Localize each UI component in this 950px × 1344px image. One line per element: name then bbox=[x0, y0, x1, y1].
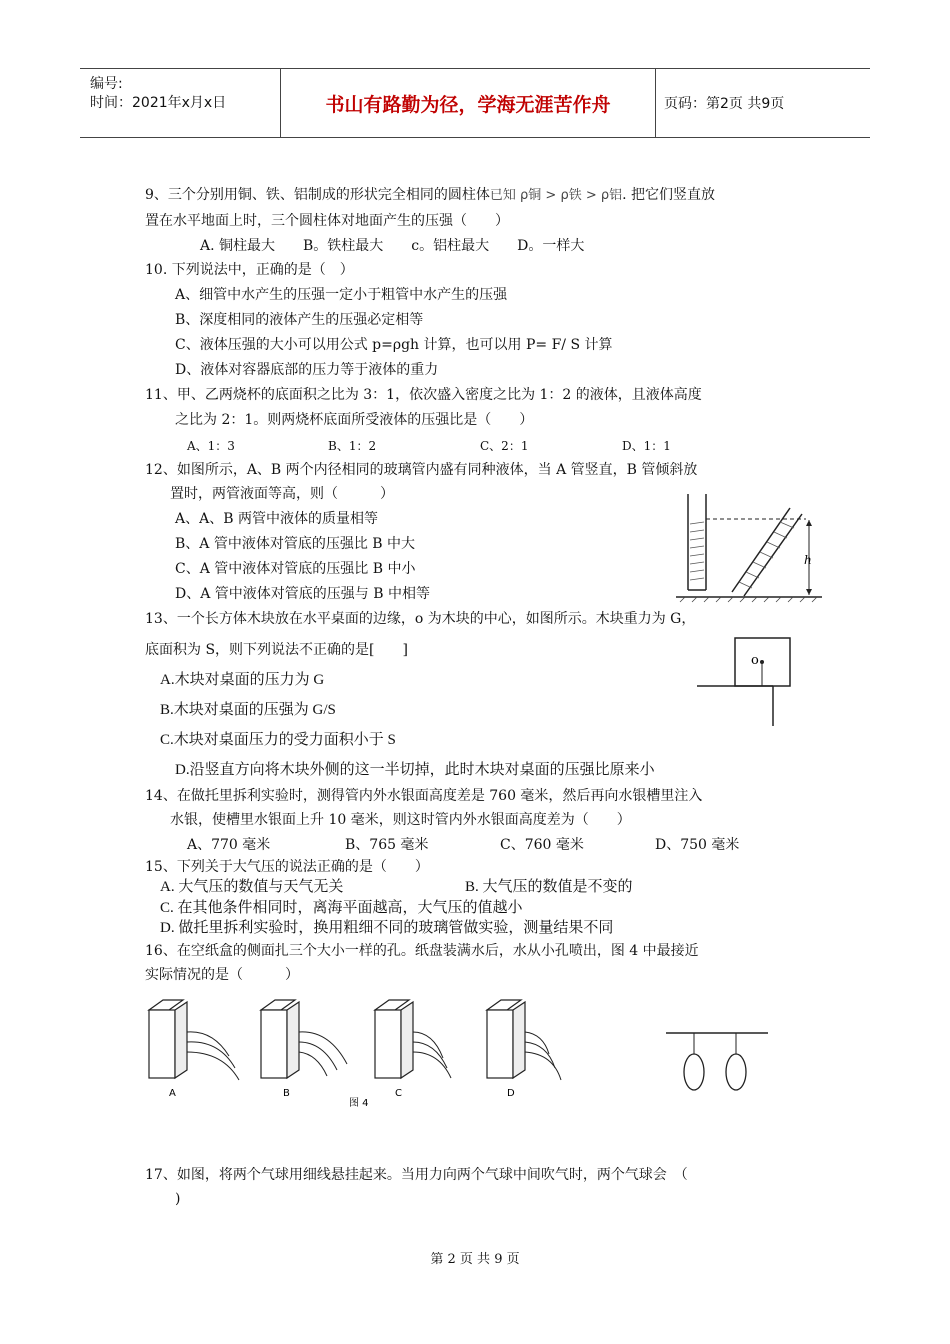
q12-tubes-figure bbox=[676, 492, 822, 604]
q12-option-b: B、A 管中液体对管底的压强比 B 中大 bbox=[175, 536, 416, 552]
balloons-figure bbox=[664, 1030, 770, 1096]
motto: 书山有路勤为径，学海无涯苦作舟 bbox=[281, 69, 656, 137]
q14-option-d: D、750 毫米 bbox=[655, 837, 740, 853]
page-header bbox=[80, 68, 870, 138]
q9-line2: 置在水平地面上时，三个圆柱体对地面产生的压强（ ） bbox=[145, 213, 509, 229]
q11-option-c: C、2：1 bbox=[480, 439, 529, 453]
carton-d bbox=[487, 1000, 561, 1099]
carton-b bbox=[261, 1000, 347, 1099]
time-label: 时间：2021年x月x日 bbox=[90, 95, 227, 111]
number-label: 编号: bbox=[90, 76, 123, 92]
q14-line1: 14、在做托里拆利实验时，测得管内外水银面高度差是 760 毫米，然后再向水银槽里注入 bbox=[145, 788, 703, 804]
q12-option-d: D、A 管中液体对管底的压强与 B 中相等 bbox=[175, 586, 430, 602]
q14-option-a: A、770 毫米 bbox=[187, 837, 271, 853]
carton-d-label: D bbox=[507, 1088, 515, 1099]
q13-line1: 13、一个长方体木块放在水平桌面的边缘，o 为木块的中心，如图所示。木块重力为 G， bbox=[145, 611, 696, 627]
q13-option-c: C.木块对桌面压力的受力面积小于 S bbox=[160, 732, 396, 748]
q10-option-b: B、深度相同的液体产生的压强必定相等 bbox=[175, 312, 424, 328]
q15-option-c: C. 在其他条件相同时，离海平面越高，大气压的值越小 bbox=[160, 900, 523, 916]
carton-a-label: A bbox=[169, 1088, 176, 1099]
q15-option-b: B. 大气压的数值是不变的 bbox=[465, 879, 633, 895]
q17-line1: 17、如图，将两个气球用细线悬挂起来。当用力向两个气球中间吹气时，两个气球会 （ bbox=[145, 1167, 688, 1183]
q9-density-formula: 已知 ρ铜 > ρ铁 > ρ铝 bbox=[489, 188, 623, 203]
carton-c bbox=[375, 1000, 451, 1099]
q11-line2: 之比为 2：1。则两烧杯底面所受液体的压强比是（ ） bbox=[175, 412, 534, 428]
q10-option-a: A、细管中水产生的压强一定小于粗管中水产生的压强 bbox=[175, 287, 508, 303]
q9-line1 bbox=[145, 186, 715, 205]
q13-option-b: B.木块对桌面的压强为 G/S bbox=[160, 702, 336, 718]
balloon-left bbox=[684, 1054, 704, 1090]
q13-option-a: A.木块对桌面的压力为 G bbox=[160, 672, 325, 688]
q11-line1: 11、甲、乙两烧杯的底面积之比为 3：1，依次盛入密度之比为 1：2 的液体，且液体高度 bbox=[145, 387, 702, 403]
q14-option-b: B、765 毫米 bbox=[345, 837, 429, 853]
q11-option-a: A、1：3 bbox=[187, 439, 235, 453]
q13-center-label: o bbox=[751, 653, 759, 668]
carton-a bbox=[149, 1000, 239, 1099]
q17-line2: ) bbox=[175, 1191, 181, 1207]
q15-stem: 15、下列关于大气压的说法正确的是（ ） bbox=[145, 859, 429, 875]
q9-line1-tail: . 把它们竖直放 bbox=[622, 187, 716, 203]
carton-b-label: B bbox=[283, 1088, 290, 1099]
page-footer: 第 2 页 共 9 页 bbox=[430, 1252, 520, 1267]
header-info bbox=[80, 69, 281, 137]
carton-c-label: C bbox=[395, 1088, 402, 1099]
balloon-right bbox=[726, 1054, 746, 1090]
q11-option-b: B、1：2 bbox=[328, 439, 377, 453]
q16-cartons-figure bbox=[143, 996, 563, 1110]
q14-line2: 水银，使槽里水银面上升 10 毫米，则这时管内外水银面高度差为（ ） bbox=[170, 812, 631, 828]
q16-line2: 实际情况的是（ ） bbox=[145, 967, 299, 983]
q13-option-d: D.沿竖直方向将木块外侧的这一半切掉，此时木块对桌面的压强比原来小 bbox=[175, 762, 655, 778]
q11-option-d: D、1：1 bbox=[622, 439, 671, 453]
q15-option-d: D. 做托里拆利实验时，换用粗细不同的玻璃管做实验，测量结果不同 bbox=[160, 920, 614, 936]
q13-block-figure bbox=[695, 636, 795, 728]
q15-option-a: A. 大气压的数值与天气无关 bbox=[160, 879, 344, 895]
q9-line1-text: 9、三个分别用铜、铁、铝制成的形状完全相同的圆柱体 bbox=[145, 187, 490, 203]
q10-option-d: D、液体对容器底部的压力等于液体的重力 bbox=[175, 362, 439, 378]
q10-stem: 10. 下列说法中，正确的是（ ） bbox=[145, 262, 354, 278]
q16-line1: 16、在空纸盒的侧面扎三个大小一样的孔。纸盘装满水后，水从小孔喷出，图 4 中最接近 bbox=[145, 943, 699, 959]
q14-option-c: C、760 毫米 bbox=[500, 837, 584, 853]
q9-options: A. 铜柱最大 B。铁柱最大 c。铝柱最大 D。一样大 bbox=[200, 238, 585, 254]
q12-line2: 置时，两管液面等高，则（ ） bbox=[170, 486, 394, 502]
q12-line1: 12、如图所示，A、B 两个内径相同的玻璃管内盛有同种液体，当 A 管竖直，B 管倾斜放 bbox=[145, 462, 698, 478]
q10-option-c: C、液体压强的大小可以用公式 p=ρgh 计算，也可以用 P= F/ S 计算 bbox=[175, 337, 613, 353]
page-label: 页码：第2页 共9页 bbox=[664, 96, 785, 112]
q12-option-a: A、A、B 两管中液体的质量相等 bbox=[175, 511, 378, 527]
q13-line2: 底面积为 S，则下列说法不正确的是[ ] bbox=[145, 642, 408, 658]
q12-option-c: C、A 管中液体对管底的压强比 B 中小 bbox=[175, 561, 416, 577]
figure-4-caption: 图 4 bbox=[349, 1098, 369, 1109]
q12-height-label: h bbox=[804, 553, 812, 567]
